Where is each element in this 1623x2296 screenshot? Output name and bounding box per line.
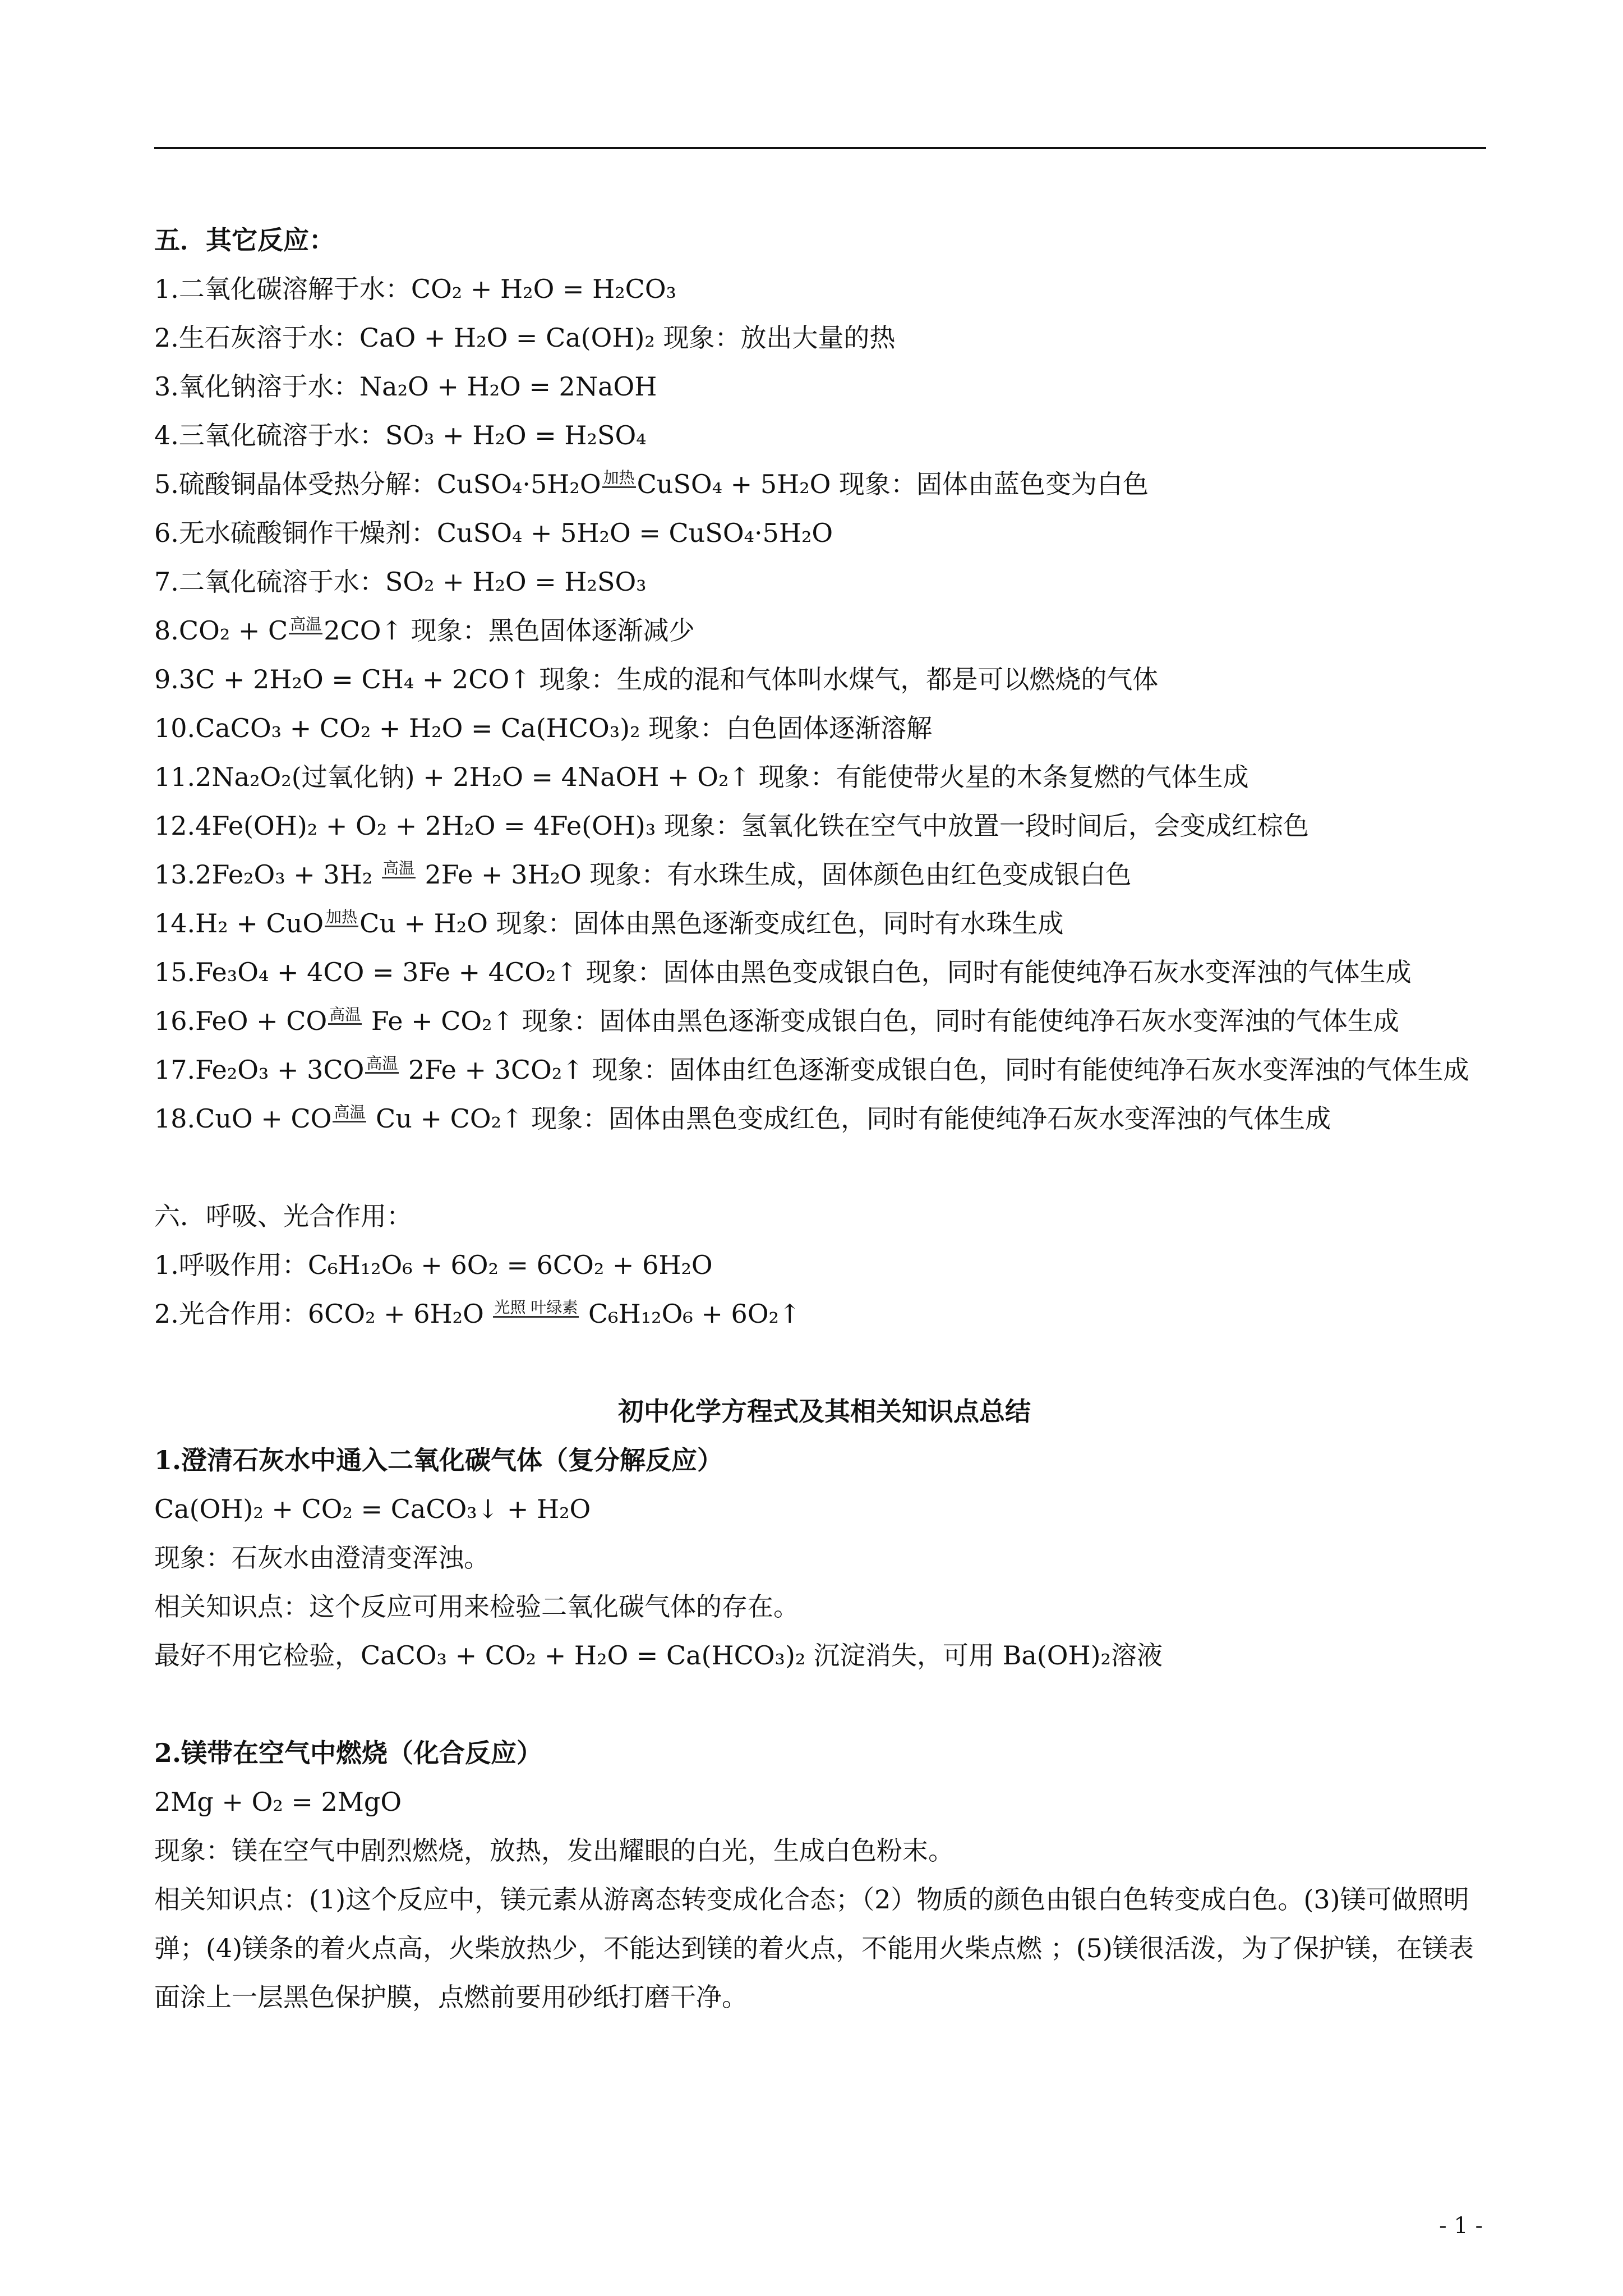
equation-right: 2Fe + 3H₂O 现象：有水珠生成，固体颜色由红色变成银白色	[416, 859, 1132, 890]
reaction-line: 12.4Fe(OH)₂ + O₂ + 2H₂O = 4Fe(OH)₃ 现象：氢氧化铁在空气中放置一段时间后，会变成红棕色	[154, 811, 1309, 841]
equation-right: Cu + CO₂↑ 现象：固体由黑色变成红色，同时有能使纯净石灰水变浑浊的气体生成	[367, 1103, 1331, 1134]
header-rule	[154, 147, 1486, 149]
equation-right: Cu + H₂O 现象：固体由黑色逐渐变成红色，同时有水珠生成	[359, 908, 1064, 938]
spacer	[154, 1143, 1495, 1192]
document-page	[154, 216, 1495, 2022]
reaction-line	[154, 460, 1495, 509]
spacer	[154, 1338, 1495, 1387]
equation-right: 2Fe + 3CO₂↑ 现象：固体由红色逐渐变成银白色，同时有能使纯净石灰水变浑浊的气体生成	[400, 1055, 1469, 1085]
item2-equation: 2Mg + O₂ = 2MgO	[154, 1787, 402, 1817]
reaction-condition: 高温	[334, 1103, 366, 1121]
item2-knowledge: 相关知识点：(1)这个反应中，镁元素从游离态转变成化合态；（2）物质的颜色由银白色转变成白色。(3)镁可做照明弹；(4)镁条的着火点高，火柴放热少，不能达到镁的着火点，不能用火柴点燃 ；(5)镁很活泼，为了保护镁，在镁表面涂上一层黑色保护膜，点燃前要用砂纸打磨干净。	[154, 1884, 1474, 2012]
equation-left: 13.2Fe₂O₃ + 3H₂	[154, 859, 381, 890]
reaction-line: 4.三氧化硫溶于水：SO₃ + H₂O = H₂SO₄	[154, 420, 647, 450]
reaction-line: 2.生石灰溶于水：CaO + H₂O = Ca(OH)₂ 现象：放出大量的热	[154, 323, 896, 353]
reaction-line: 3.氧化钠溶于水：Na₂O + H₂O = 2NaOH	[154, 371, 657, 402]
reaction-line: 9.3C + 2H₂O = CH₄ + 2CO↑ 现象：生成的混和气体叫水煤气，都是可以燃烧的气体	[154, 664, 1159, 694]
equation-right: C₆H₁₂O₆ + 6O₂↑	[580, 1299, 801, 1329]
reaction-condition: 加热	[326, 908, 358, 926]
reaction-condition: 高温	[329, 1005, 361, 1024]
reaction-line	[154, 850, 1495, 899]
reaction-line: 7.二氧化硫溶于水：SO₂ + H₂O = H₂SO₃	[154, 567, 647, 597]
item2-phenomenon: 现象：镁在空气中剧烈燃烧，放热，发出耀眼的白光，生成白色粉末。	[154, 1835, 954, 1866]
spacer	[154, 1680, 1495, 1729]
reaction-line: 15.Fe₃O₄ + 4CO = 3Fe + 4CO₂↑ 现象：固体由黑色变成银白色，同时有能使纯净石灰水变浑浊的气体生成	[154, 957, 1412, 987]
reaction-condition: 高温	[290, 615, 322, 633]
reaction-line: 1.二氧化碳溶解于水：CO₂ + H₂O = H₂CO₃	[154, 274, 676, 304]
equation-left: 16.FeO + CO	[154, 1006, 328, 1036]
equation-right: Fe + CO₂↑ 现象：固体由黑色逐渐变成银白色，同时有能使纯净石灰水变浑浊的气体生成	[363, 1006, 1399, 1036]
equation-left: 2.光合作用：6CO₂ + 6H₂O	[154, 1299, 492, 1329]
reaction-line: 11.2Na₂O₂(过氧化钠) + 2H₂O = 4NaOH + O₂↑ 现象：有能使带火星的木条复燃的气体生成	[154, 762, 1249, 792]
equation-right: 2CO↑ 现象：黑色固体逐渐减少	[324, 615, 695, 646]
section6-heading: 六．呼吸、光合作用：	[154, 1201, 412, 1231]
reaction-line	[154, 899, 1495, 948]
section5-heading: 五．其它反应：	[154, 225, 335, 255]
reaction-line: 6.无水硫酸铜作干燥剂：CuSO₄ + 5H₂O = CuSO₄·5H₂O	[154, 518, 833, 548]
equation-left: 18.CuO + CO	[154, 1103, 332, 1134]
equation-left: 8.CO₂ + C	[154, 615, 288, 646]
item1-knowledge: 相关知识点：这个反应可用来检验二氧化碳气体的存在。	[154, 1591, 799, 1622]
reaction-condition: 加热	[603, 468, 635, 487]
reaction-line	[154, 1094, 1495, 1143]
equation-right: CuSO₄ + 5H₂O 现象：固体由蓝色变为白色	[637, 469, 1149, 499]
item1-note: 最好不用它检验，CaCO₃ + CO₂ + H₂O = Ca(HCO₃)₂ 沉淀消失，可用 Ba(OH)₂溶液	[154, 1640, 1163, 1671]
item2-heading: 2.镁带在空气中燃烧（化合反应）	[154, 1738, 543, 1768]
equation-left: 5.硫酸铜晶体受热分解：CuSO₄·5H₂O	[154, 469, 601, 499]
item1-heading: 1.澄清石灰水中通入二氧化碳气体（复分解反应）	[154, 1445, 723, 1475]
item1-phenomenon: 现象：石灰水由澄清变浑浊。	[154, 1543, 490, 1573]
equation-left: 17.Fe₂O₃ + 3CO	[154, 1055, 365, 1085]
reaction-line	[154, 1046, 1495, 1094]
reaction-line	[154, 606, 1495, 655]
item1-equation: Ca(OH)₂ + CO₂ = CaCO₃↓ + H₂O	[154, 1494, 591, 1524]
reaction-line: 1.呼吸作用：C₆H₁₂O₆ + 6O₂ = 6CO₂ + 6H₂O	[154, 1250, 713, 1280]
reaction-condition: 光照 叶绿素	[494, 1298, 578, 1317]
page-number: - 1 -	[1439, 2213, 1483, 2239]
reaction-condition: 高温	[382, 859, 414, 877]
equation-left: 14.H₂ + CuO	[154, 908, 324, 938]
reaction-line	[154, 1290, 1495, 1338]
reaction-line	[154, 997, 1495, 1046]
reaction-line: 10.CaCO₃ + CO₂ + H₂O = Ca(HCO₃)₂ 现象：白色固体逐渐溶解	[154, 713, 933, 743]
reaction-condition: 高温	[366, 1054, 398, 1073]
summary-title: 初中化学方程式及其相关知识点总结	[618, 1396, 1031, 1427]
